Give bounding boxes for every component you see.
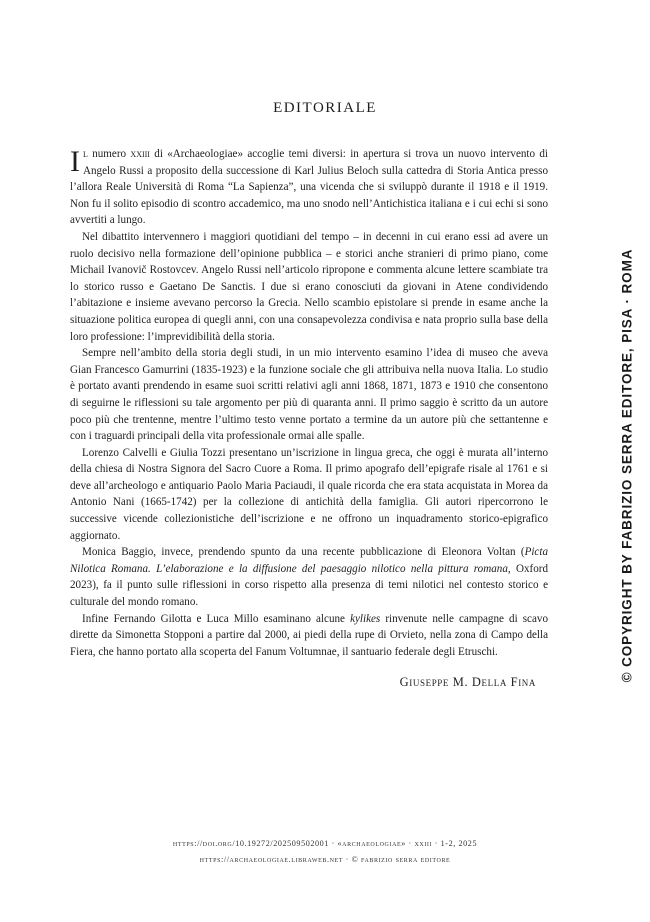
paragraph: [70, 445, 548, 545]
paragraph: [70, 229, 548, 345]
text-segment: numero: [87, 148, 131, 160]
paragraph: [70, 146, 548, 229]
text-segment: kylikes: [350, 612, 381, 625]
page-title: EDITORIALE: [273, 100, 377, 116]
copyright-notice: [611, 230, 642, 700]
editorial-body: [70, 146, 548, 660]
text-segment: Monica Baggio, invece, prendendo spunto da una recente pubblicazione di Eleonora Voltan (: [82, 546, 525, 559]
text-segment: Lorenzo Calvelli e Giulia Tozzi presentano un’iscrizione in lingua greca, che oggi è murata all’interno della chiesa di Nostra Signora del Sacro Cuore a Roma. Il primo apografo dell’epigrafe risale al 1761 e si deve all’archeologo e antiquario Paolo Maria Paciaudi, il quale ricorda che era stata acquistata in Morea da Antonio Nani (1665-1742) per la collezione di antichità della famiglia. Gli autori ripercorrono le successive vicende collezionistiche dell’iscrizione e ne offrono un inquadramento storico-epigrafico aggiornato.: [70, 446, 548, 542]
text-segment: Infine Fernando Gilotta e Luca Millo esaminano alcune: [82, 612, 351, 625]
paragraph: [70, 544, 548, 610]
text-segment: Nel dibattito intervennero i maggiori quotidiani del tempo – in decenni in cui erano essi ad avere un ruolo decisivo nella formazione dell’opinione pubblica – e storici anche stranieri di primo piano, come Michail Ivanovič Rostovcev. Angelo Russi nell’articolo ripropone e commenta alcune lettere scambiate tra lo storico russo e Gaetano De Sanctis. I due si erano conosciuti da giovani in Atene condividendo l’abitazione e insieme avevano percorso la Grecia. Nello scambio epistolare si prende in esame anche la situazione politica europea di quegli anni, con una consapevolezza condivisa e nata proprio sulla base della loro professione: l’imprevidibilità della storia.: [70, 230, 548, 343]
author-signature: Giuseppe M. Della Fina: [399, 675, 536, 689]
drop-cap: I: [70, 145, 80, 178]
paragraph: [70, 611, 548, 661]
footer-doi: https://doi.org/10.19272/202509502001 · «archaeologiae» · xxiii · 1-2, 2025: [172, 839, 478, 848]
footer-url: https://archaeologiae.libraweb.net · © fabrizio serra editore: [199, 855, 451, 864]
text-segment: rinvenute nelle campagne di scavo dirette da Simonetta Stopponi a partire dal 2000, ai piedi della rupe di Orvieto, nella zona di Campo della Fiera, che hanno portato alla scoperta del Fanum Voltumnae, il santuario federale degli Etruschi.: [70, 612, 548, 658]
paragraph: [70, 345, 548, 445]
text-segment: Sempre nell’ambito della storia degli studi, in un mio intervento esamino l’idea di museo che aveva Gian Francesco Gamurrini (1835-1923) e la funzione sociale che gli attribuiva nella nuova Italia. Lo studio è portato avanti prendendo in esame suoi scritti relativi agli anni 1868, 1871, 1873 e 1910 che consentono di seguirne le riflessioni su tale argomento per più di quaranta anni. Il primo saggio è scritto da un autore poco più che trentenne, mentre l’ultimo testo venne portato a termine da un autore più che settantenne e con i traguardi principali della vita professionale ormai alle spalle.: [70, 347, 548, 443]
copyright-text: © COPYRIGHT BY FABRIZIO SERRA EDITORE, PISA · ROMA: [619, 248, 635, 682]
text-segment: xxiii: [130, 148, 150, 160]
text-segment: di «Archaeologiae» accoglie temi diversi: in apertura si trova un nuovo intervento di Angelo Russi a proposito della successione di Karl Julius Beloch sulla cattedra di Storia Antica presso l’allora Reale Università di Roma “La Sapienza”, una vicenda che si sviluppò durante il 1918 e il 1919. Non fu il solito episodio di scontro accademico, ma uno snodo nell’Antichistica italiana e i cui echi si sono avvertiti a lungo.: [70, 148, 549, 227]
text-segment: Picta Nilotica Romana. L’elaborazione e la diffusione del paesaggio nilotico nella pittura romana: [70, 546, 548, 575]
text-segment: , Oxford 2023), fa il punto sulle riflessioni in corso rispetto alla presenza di temi nilotici nel contesto storico e culturale del mondo romano.: [70, 562, 548, 609]
text-segment: l: [83, 148, 88, 160]
